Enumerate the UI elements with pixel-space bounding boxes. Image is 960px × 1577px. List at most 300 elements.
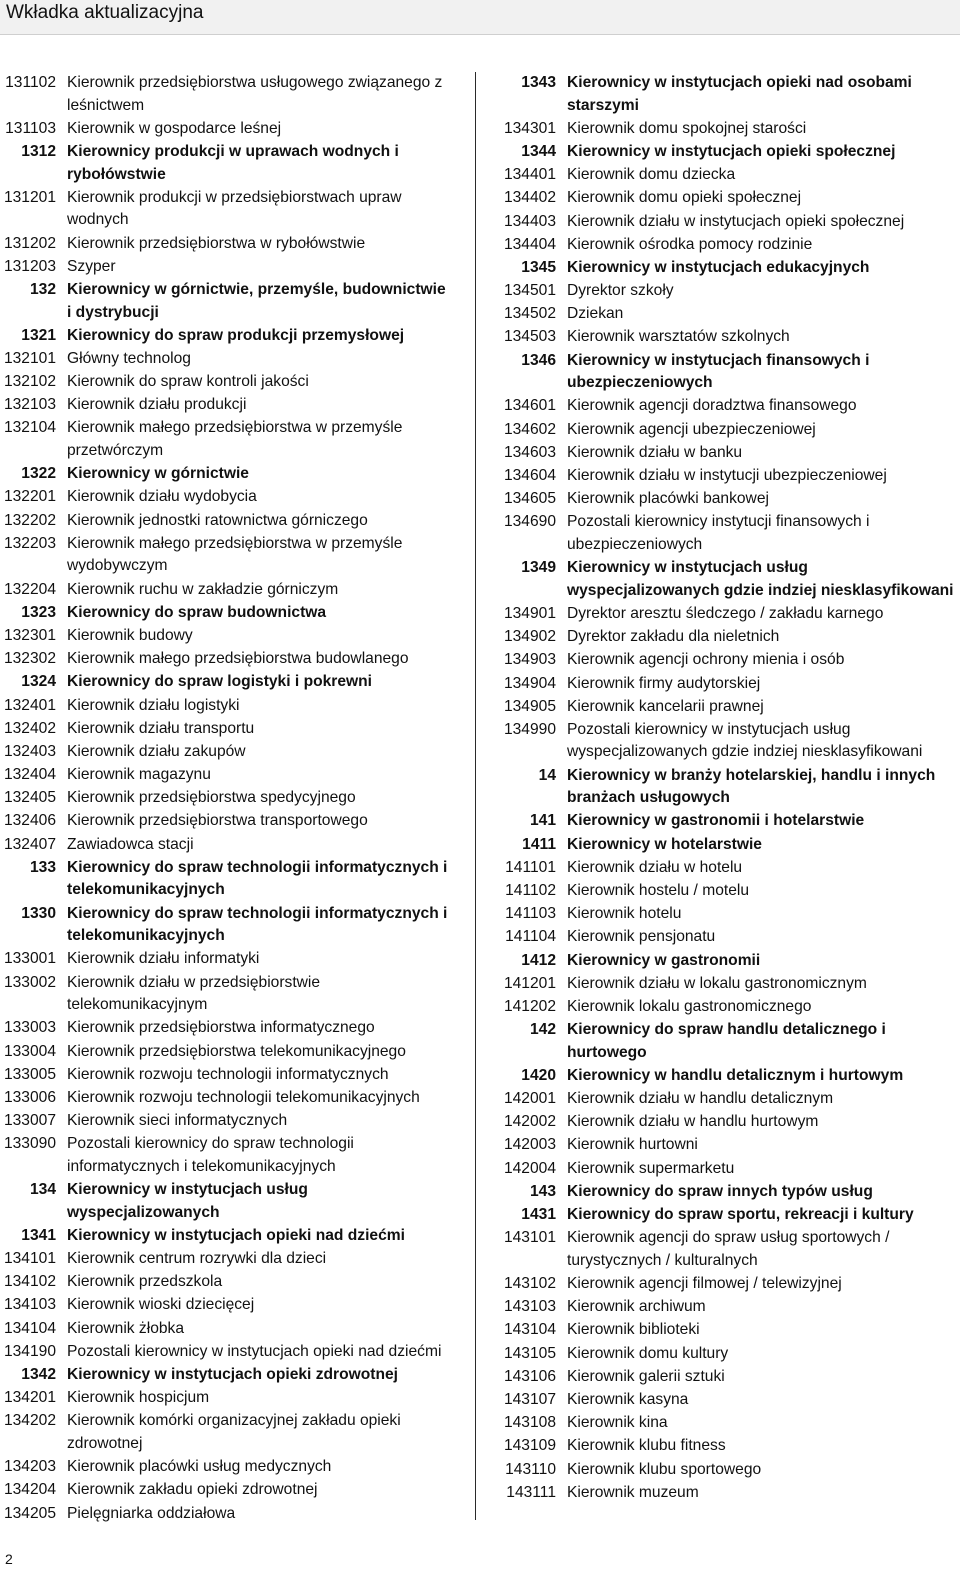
group-entry [498, 1181, 954, 1204]
entry-code: 133 [29, 858, 56, 876]
entry-label: Kierownik agencji ubezpieczeniowej [567, 420, 816, 438]
entry-label: Kierownik galerii sztuki [567, 1367, 725, 1385]
occupation-entry [0, 510, 452, 533]
occupation-entry [498, 719, 954, 764]
entry-code: 132203 [3, 534, 56, 552]
occupation-entry [0, 1041, 452, 1064]
entry-code: 131201 [3, 188, 56, 206]
entry-code: 143107 [503, 1390, 556, 1408]
entry-code: 134201 [3, 1389, 56, 1407]
entry-code: 133007 [3, 1112, 56, 1130]
entry-code: 134202 [3, 1412, 56, 1430]
entry-label: Kierownicy w gastronomii [567, 951, 761, 969]
occupation-entry [498, 280, 954, 303]
entry-label: Kierownik hostelu / motelu [567, 882, 750, 899]
occupation-entry [0, 1248, 452, 1271]
entry-code: 134203 [3, 1458, 56, 1476]
occupation-entry [498, 603, 954, 626]
entry-code: 132103 [3, 396, 56, 414]
entry-code: 134503 [503, 328, 556, 346]
entry-label: Kierownik domu kultury [567, 1344, 729, 1362]
group-entry [498, 557, 954, 602]
entry-label: Kierownik agencji doradztwa finansowego [567, 397, 857, 415]
occupation-entry [0, 1387, 452, 1410]
occupation-entry [0, 187, 452, 232]
entry-code: 132202 [3, 511, 56, 529]
entry-label: Kierownik przedsiębiorstwa informatycznego [67, 1019, 375, 1037]
occupation-entry [0, 764, 452, 787]
entry-code: 132302 [3, 650, 56, 668]
entry-code: 134603 [503, 443, 556, 461]
occupation-entry [498, 857, 954, 880]
group-entry [0, 602, 452, 625]
entry-label: Kierownik domu spokojnej starości [567, 119, 807, 137]
entry-code: 131102 [5, 74, 56, 91]
entry-code: 1345 [521, 258, 556, 276]
entry-code: 132406 [3, 812, 56, 830]
entry-code: 141103 [505, 905, 556, 923]
entry-code: 133004 [3, 1042, 56, 1060]
entry-label: Kierownik hotelu [567, 905, 682, 923]
entry-code: 14 [538, 766, 556, 784]
group-entry [498, 141, 954, 164]
occupation-entry [498, 626, 954, 649]
entry-label: Kierownicy w instytucjach usług wyspecjalizowanych gdzie indziej niesklasyfikowani [567, 559, 954, 599]
entry-code: 132404 [3, 766, 56, 784]
entry-label: Kierownik działu w handlu detalicznym [567, 1090, 834, 1108]
occupation-entry [498, 395, 954, 418]
entry-label: Kierownik małego przedsiębiorstwa w przemyśle wydobywczym [67, 534, 403, 575]
group-entry [0, 671, 452, 694]
entry-code: 1324 [21, 673, 56, 691]
entry-label: Kierownik małego przedsiębiorstwa budowlanego [67, 650, 409, 668]
occupation-entry [0, 741, 452, 764]
entry-label: Dyrektor szkoły [567, 282, 674, 300]
occupation-entry [0, 1341, 452, 1364]
entry-label: Kierownik działu w lokalu gastronomicznym [567, 974, 867, 992]
entry-code: 1344 [521, 142, 556, 160]
entry-label: Kierownik w gospodarce leśnej [67, 119, 282, 137]
entry-code: 132402 [3, 719, 56, 737]
entry-code: 131203 [3, 257, 56, 275]
entry-label: Kierownik kasyna [567, 1390, 689, 1408]
occupation-entry [498, 649, 954, 672]
entry-label: Kierownik kina [567, 1414, 668, 1432]
occupation-entry [498, 1389, 954, 1412]
entry-code: 132 [29, 280, 56, 298]
occupation-entry [498, 1366, 954, 1389]
entry-label: Kierownik placówki bankowej [567, 490, 769, 508]
entry-label: Kierownik działu zakupów [67, 742, 246, 760]
occupation-entry [498, 1134, 954, 1157]
entry-label: Kierownik do spraw kontroli jakości [67, 373, 309, 391]
occupation-entry [0, 718, 452, 741]
entry-code: 141 [529, 812, 556, 830]
occupation-entry [498, 488, 954, 511]
left-column [0, 72, 452, 1526]
occupation-entry [498, 326, 954, 349]
entry-label: Kierownik małego przedsiębiorstwa w przemyśle przetwórczym [67, 419, 403, 460]
entry-label: Zawiadowca stacji [67, 835, 194, 853]
occupation-entry [0, 533, 452, 578]
occupation-entry [498, 1459, 954, 1482]
group-entry [0, 1364, 452, 1387]
occupation-entry [498, 926, 954, 949]
entry-label: Kierownicy do spraw technologii informatycznych i telekomunikacyjnych [67, 904, 448, 945]
occupation-entry [498, 164, 954, 187]
right-column [498, 72, 954, 1505]
entry-code: 131202 [3, 234, 56, 252]
group-entry [498, 257, 954, 280]
entry-code: 142002 [503, 1113, 556, 1131]
entry-label: Kierownicy do spraw handlu detalicznego i hurtowego [567, 1021, 886, 1061]
entry-code: 141202 [503, 997, 556, 1015]
occupation-entry [498, 1412, 954, 1435]
entry-label: Kierownik supermarketu [567, 1159, 735, 1177]
entry-code: 133090 [3, 1135, 56, 1153]
entry-label: Kierownik lokalu gastronomicznego [567, 997, 812, 1015]
entry-label: Kierownik działu produkcji [67, 396, 247, 414]
entry-label: Kierownik działu logistyki [67, 696, 240, 714]
entry-code: 134502 [503, 305, 556, 323]
entry-code: 134903 [503, 651, 556, 669]
entry-code: 133005 [3, 1065, 56, 1083]
entry-code: 134402 [503, 189, 556, 207]
entry-label: Kierownik domu opieki społecznej [567, 189, 802, 207]
page-number: 2 [5, 1551, 13, 1567]
occupation-entry [0, 486, 452, 509]
occupation-entry [498, 118, 954, 141]
entry-label: Kierownik placówki usług medycznych [67, 1458, 332, 1476]
entry-label: Kierownik działu wydobycia [67, 488, 257, 506]
occupation-entry [498, 973, 954, 996]
entry-code: 1420 [521, 1066, 556, 1084]
entry-label: Dyrektor zakładu dla nieletnich [567, 628, 780, 646]
entry-label: Kierownicy do spraw technologii informatycznych i telekomunikacyjnych [67, 858, 448, 899]
occupation-entry [498, 673, 954, 696]
group-entry [498, 810, 954, 833]
entry-label: Kierownicy w instytucjach edukacyjnych [567, 258, 870, 276]
entry-label: Kierownik agencji filmowej / telewizyjnej [567, 1275, 842, 1292]
entry-label: Kierownik ośrodka pomocy rodzinie [567, 235, 813, 253]
entry-label: Kierownik pensjonatu [567, 928, 716, 946]
occupation-entry [0, 72, 452, 117]
entry-label: Kierownik wioski dziecięcej [67, 1296, 255, 1314]
entry-label: Kierownicy w instytucjach usług wyspecjalizowanych [67, 1181, 308, 1221]
entry-label: Kierownik domu dziecka [567, 166, 736, 184]
occupation-entry [0, 810, 452, 833]
entry-label: Kierownik przedszkola [67, 1273, 223, 1291]
group-entry [0, 857, 452, 902]
entry-code: 134103 [3, 1296, 56, 1314]
entry-label: Kierownik zakładu opieki zdrowotnej [67, 1481, 318, 1499]
occupation-entry [0, 1294, 452, 1317]
entry-code: 134905 [503, 697, 556, 715]
occupation-entry [0, 1271, 452, 1294]
entry-label: Kierownik agencji do spraw usług sportowych / turystycznych / kulturalnych [567, 1229, 890, 1269]
entry-code: 1411 [522, 835, 556, 853]
entry-label: Kierownik działu w instytucjach opieki społecznej [567, 212, 905, 230]
occupation-entry [0, 579, 452, 602]
occupation-entry [498, 511, 954, 556]
entry-label: Kierownicy do spraw sportu, rekreacji i kultury [567, 1206, 914, 1224]
entry-code: 1330 [21, 904, 56, 922]
entry-label: Pozostali kierownicy instytucji finansowych i ubezpieczeniowych [567, 513, 870, 553]
entry-code: 133001 [3, 950, 56, 968]
entry-code: 1323 [21, 603, 56, 621]
entry-label: Pozostali kierownicy w instytucjach opieki nad dziećmi [67, 1342, 442, 1360]
occupation-entry [498, 1227, 954, 1272]
occupation-entry [0, 1133, 452, 1178]
entry-code: 142003 [503, 1136, 556, 1154]
entry-code: 132201 [3, 488, 56, 506]
entry-code: 143103 [503, 1298, 556, 1316]
group-entry [0, 279, 452, 324]
occupation-entry [498, 1273, 954, 1296]
entry-label: Kierownik działu w banku [567, 443, 743, 461]
entry-code: 132204 [3, 580, 56, 598]
header-title: Wkładka aktualizacyjna [6, 2, 204, 23]
entry-code: 134403 [503, 212, 556, 230]
occupation-entry [498, 465, 954, 488]
entry-label: Kierownik przedsiębiorstwa usługowego związanego z leśnictwem [67, 74, 443, 114]
entry-label: Kierownik sieci informatycznych [67, 1112, 288, 1130]
occupation-entry [498, 1319, 954, 1342]
entry-code: 132405 [3, 789, 56, 807]
occupation-entry [0, 371, 452, 394]
entry-label: Kierownicy do spraw logistyki i pokrewni [67, 673, 373, 691]
group-entry [0, 1179, 452, 1224]
group-entry [498, 950, 954, 973]
entry-label: Kierownik firmy audytorskiej [567, 674, 761, 692]
occupation-entry [0, 787, 452, 810]
group-entry [0, 141, 452, 186]
occupation-entry [0, 1064, 452, 1087]
entry-label: Kierownicy w instytucjach opieki społecznej [567, 142, 896, 160]
entry-code: 134605 [503, 490, 556, 508]
entry-code: 133003 [3, 1019, 56, 1037]
occupation-entry [0, 256, 452, 279]
entry-code: 133006 [3, 1088, 56, 1106]
entry-code: 143 [529, 1182, 556, 1200]
group-entry [0, 463, 452, 486]
entry-code: 134690 [503, 513, 556, 531]
occupation-entry [0, 118, 452, 141]
entry-code: 1341 [21, 1226, 56, 1244]
entry-label: Kierownicy w handlu detalicznym i hurtowym [567, 1066, 904, 1084]
column-divider [475, 72, 476, 1520]
group-entry [498, 1065, 954, 1088]
entry-code: 134501 [503, 282, 556, 300]
entry-label: Kierownik budowy [67, 626, 193, 644]
entry-label: Kierownik działu w instytucji ubezpieczeniowej [567, 467, 887, 484]
entry-label: Kierownik agencji ochrony mienia i osób [567, 651, 845, 669]
entry-code: 1342 [21, 1365, 56, 1383]
occupation-entry [498, 303, 954, 326]
entry-label: Kierownik komórki organizacyjnej zakładu opieki zdrowotnej [67, 1412, 401, 1452]
occupation-entry [0, 695, 452, 718]
occupation-entry [0, 233, 452, 256]
group-entry [0, 1225, 452, 1248]
occupation-entry [498, 1111, 954, 1134]
occupation-entry [498, 211, 954, 234]
group-entry [498, 350, 954, 395]
entry-code: 132301 [3, 626, 56, 644]
entry-code: 143110 [505, 1460, 556, 1478]
entry-code: 143111 [506, 1483, 556, 1501]
entry-code: 134205 [3, 1504, 56, 1522]
occupation-entry [0, 1318, 452, 1341]
group-entry [498, 765, 954, 810]
entry-label: Kierownik rozwoju technologii informatycznych [67, 1065, 389, 1083]
page-header [0, 0, 960, 35]
entry-label: Kierownik przedsiębiorstwa w rybołówstwie [67, 234, 366, 252]
entry-code: 132403 [3, 742, 56, 760]
occupation-entry [0, 1503, 452, 1526]
entry-code: 142001 [503, 1090, 556, 1108]
entry-code: 132101 [3, 349, 56, 367]
entry-label: Kierownik klubu sportowego [567, 1460, 762, 1478]
entry-label: Dziekan [567, 305, 624, 323]
group-entry [498, 834, 954, 857]
entry-code: 134904 [503, 674, 556, 692]
entry-label: Główny technolog [67, 349, 191, 367]
entry-code: 1346 [521, 351, 556, 369]
entry-code: 141101 [505, 858, 556, 876]
entry-code: 134101 [3, 1250, 56, 1268]
occupation-entry [0, 948, 452, 971]
entry-label: Pozostali kierownicy w instytucjach usług wyspecjalizowanych gdzie indziej niesklasyfikowani [567, 720, 923, 761]
entry-code: 142004 [503, 1159, 556, 1177]
entry-label: Pozostali kierownicy do spraw technologii informatycznych i telekomunikacyjnych [67, 1135, 354, 1175]
entry-label: Kierownik kancelarii prawnej [567, 697, 764, 715]
occupation-entry [498, 419, 954, 442]
entry-code: 1312 [21, 142, 56, 160]
entry-code: 134301 [503, 119, 556, 137]
entry-code: 134990 [503, 720, 556, 738]
entry-label: Dyrektor aresztu śledczego / zakładu karnego [567, 604, 884, 622]
entry-label: Kierownicy w instytucjach opieki zdrowotnej [67, 1365, 398, 1383]
entry-label: Kierownicy w gastronomii i hotelarstwie [567, 812, 865, 830]
entry-label: Kierownik przedsiębiorstwa telekomunikacyjnego [67, 1042, 406, 1060]
entry-label: Kierownik jednostki ratownictwa górniczego [67, 511, 368, 529]
entry-code: 133002 [3, 973, 56, 991]
entry-code: 1322 [21, 465, 56, 483]
entry-code: 131103 [5, 119, 56, 137]
occupation-entry [498, 187, 954, 210]
occupation-entry [498, 234, 954, 257]
occupation-entry [498, 1435, 954, 1458]
entry-code: 143104 [503, 1321, 556, 1339]
entry-label: Kierownik muzeum [567, 1483, 699, 1501]
entry-code: 132104 [3, 419, 56, 437]
entry-label: Szyper [67, 257, 116, 275]
entry-label: Kierownik magazynu [67, 766, 211, 784]
occupation-entry [498, 880, 954, 903]
occupation-entry [0, 394, 452, 417]
entry-code: 134102 [3, 1273, 56, 1291]
entry-code: 141201 [503, 974, 556, 992]
group-entry [0, 903, 452, 948]
entry-label: Kierownicy do spraw innych typów usług [567, 1182, 873, 1200]
entry-code: 142 [529, 1021, 556, 1039]
entry-label: Kierownik działu w hotelu [567, 858, 743, 876]
entry-code: 134190 [3, 1342, 56, 1360]
entry-label: Kierownicy w hotelarstwie [567, 835, 762, 853]
entry-label: Kierownik działu transportu [67, 719, 255, 737]
entry-code: 134 [29, 1181, 56, 1199]
entry-label: Kierownik warsztatów szkolnych [567, 328, 790, 346]
occupation-entry [0, 348, 452, 371]
occupation-entry [0, 834, 452, 857]
occupation-entry [498, 1343, 954, 1366]
entry-label: Kierownicy w instytucjach opieki nad dziećmi [67, 1226, 405, 1244]
occupation-entry [498, 1158, 954, 1181]
entry-label: Kierownicy do spraw budownictwa [67, 603, 327, 621]
entry-label: Kierownik działu w handlu hurtowym [567, 1113, 819, 1131]
entry-code: 134404 [503, 235, 556, 253]
entry-code: 143106 [503, 1367, 556, 1385]
entry-label: Kierownik biblioteki [567, 1321, 700, 1339]
entry-code: 132407 [3, 835, 56, 853]
entry-label: Kierownik produkcji w przedsiębiorstwach upraw wodnych [67, 188, 402, 229]
entry-code: 143108 [503, 1414, 556, 1432]
group-entry [498, 1019, 954, 1064]
entry-code: 132102 [3, 373, 56, 391]
occupation-entry [0, 648, 452, 671]
entry-code: 134604 [503, 467, 556, 484]
entry-label: Kierownik ruchu w zakładzie górniczym [67, 580, 339, 598]
occupation-entry [0, 1110, 452, 1133]
entry-code: 141104 [505, 928, 556, 946]
entry-label: Kierownik archiwum [567, 1298, 706, 1316]
entry-code: 141102 [505, 882, 556, 899]
occupation-entry [0, 1479, 452, 1502]
entry-label: Kierownik centrum rozrywki dla dzieci [67, 1250, 327, 1268]
occupation-entry [498, 442, 954, 465]
occupation-entry [498, 996, 954, 1019]
entry-label: Kierownicy w górnictwie [67, 465, 249, 483]
entry-label: Kierownicy w branży hotelarskiej, handlu i innych branżach usługowych [567, 766, 936, 807]
entry-label: Kierownik działu w przedsiębiorstwie telekomunikacyjnym [67, 973, 321, 1014]
entry-code: 143105 [503, 1344, 556, 1362]
entry-label: Kierownicy w górnictwie, przemyśle, budownictwie i dystrybucji [67, 280, 446, 321]
entry-label: Kierownicy w instytucjach opieki nad osobami starszymi [567, 74, 912, 114]
occupation-entry [0, 1087, 452, 1110]
occupation-entry [498, 1088, 954, 1111]
occupation-entry [498, 1296, 954, 1319]
occupation-entry [0, 1456, 452, 1479]
entry-code: 143109 [503, 1437, 556, 1455]
entry-code: 1349 [521, 559, 556, 577]
entry-code: 1321 [21, 326, 56, 344]
entry-code: 134401 [503, 166, 556, 184]
occupation-entry [498, 696, 954, 719]
group-entry [498, 72, 954, 117]
entry-code: 134204 [3, 1481, 56, 1499]
group-entry [498, 1204, 954, 1227]
occupation-entry [498, 1482, 954, 1505]
entry-label: Pielęgniarka oddziałowa [67, 1504, 236, 1522]
entry-code: 143102 [503, 1275, 556, 1292]
entry-label: Kierownicy produkcji w uprawach wodnych i rybołówstwie [67, 142, 399, 183]
entry-code: 134902 [503, 628, 556, 646]
group-entry [0, 325, 452, 348]
occupation-entry [0, 972, 452, 1017]
entry-code: 1343 [521, 74, 556, 91]
entry-label: Kierownik rozwoju technologii telekomunikacyjnych [67, 1088, 420, 1106]
entry-label: Kierownik przedsiębiorstwa spedycyjnego [67, 789, 356, 807]
